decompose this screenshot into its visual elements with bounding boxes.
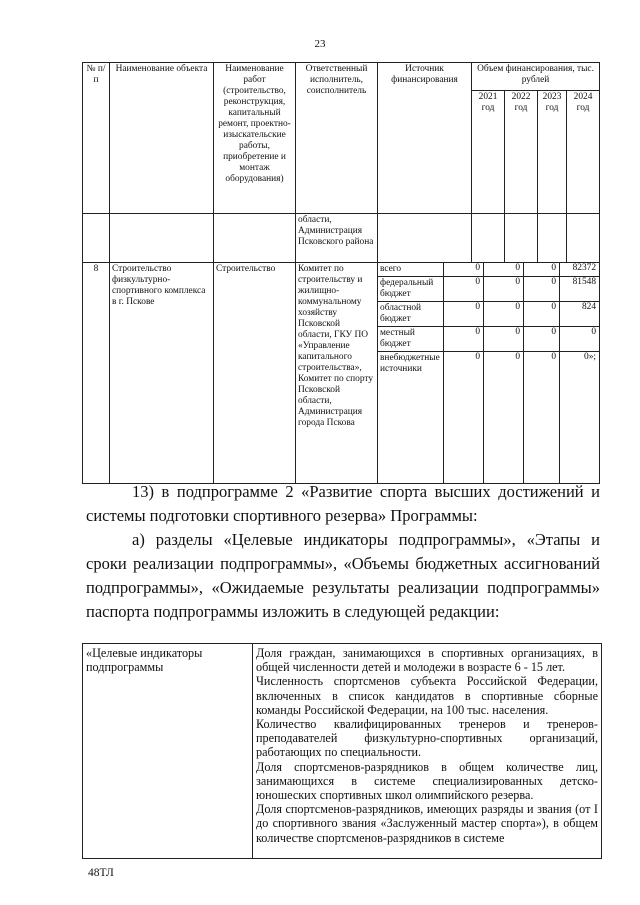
value-2021: 0 (443, 263, 483, 276)
value-2022: 0 (483, 277, 523, 301)
row-works: Строительство (214, 263, 296, 484)
header-executor: Ответственный исполнитель, соисполнитель (296, 63, 378, 214)
value-2024: 0»; (559, 352, 599, 483)
source-label: всего (380, 264, 402, 274)
row-object: Строительство физкультурно-спортивного комплекса в г. Пскове (110, 263, 214, 484)
source-label: местный бюджет (380, 328, 415, 349)
header-num: № п/п (83, 63, 110, 214)
funding-table (82, 62, 600, 484)
value-2024: 824 (559, 302, 599, 326)
row-num: 8 (83, 263, 110, 484)
value-2023: 0 (523, 352, 559, 483)
value-2024: 81548 (559, 277, 599, 301)
header-year: 2023 год (538, 91, 567, 214)
source-label: внебюджетные источники (380, 353, 440, 374)
value-2023: 0 (523, 263, 559, 276)
value-2022: 0 (483, 327, 523, 351)
header-works: Наименование работ (строительство, реконструкция, капитальный ремонт, проектно-изыскательские работы, приобретение и монтаж оборудования) (214, 63, 296, 214)
source-row (378, 302, 599, 327)
value-2022: 0 (483, 302, 523, 326)
header-year: 2024 год (567, 91, 600, 214)
indicator-item: Доля спортсменов-разрядников, имеющих разряды и звания (от I до спортивного звания «Заслуженный мастер спорта»), в общем количестве спортсменов-разрядников в системе (256, 802, 598, 845)
indicators-table (82, 643, 602, 859)
indicator-item: Доля спортсменов-разрядников в общем количестве лиц, занимающихся в системе специализированных детско-юношеских спортивных школ олимпийского резерва. (256, 759, 598, 803)
source-row (378, 352, 599, 483)
header-source: Источник финансирования (378, 63, 472, 214)
header-year: 2021 год (472, 91, 505, 214)
indicator-item: Доля граждан, занимающихся в спортивных организациях, в общей численности детей и молодежи в возрасте 6 - 15 лет. (256, 646, 598, 675)
value-2021: 0 (443, 277, 483, 301)
indicator-item: Численность спортсменов субъекта Российской Федерации, включенных в список кандидатов в спортивные сборные команды Российской Федерации, на 100 тыс. населения. (256, 674, 598, 717)
carry-over-text: области, Администрация Псковского района (296, 214, 378, 263)
sources-block (378, 263, 600, 484)
source-row (378, 327, 599, 352)
page-number: 23 (314, 38, 326, 50)
header-object: Наименование объекта (110, 63, 214, 214)
header-funding: Объем финансирования, тыс. рублей (472, 63, 600, 91)
value-2023: 0 (523, 302, 559, 326)
value-2022: 0 (483, 352, 523, 483)
paragraph-sections: а) разделы «Целевые индикаторы подпрограммы», «Этапы и сроки реализации подпрограммы», «Объемы бюджетных ассигнований подпрограммы», «Ожидаемые результаты реализации подпрограммы» паспорта подпрограммы изложить в следующей редакции: (86, 530, 600, 621)
indicator-item: Количество квалифицированных тренеров и тренеров-преподавателей физкультурно-спортивных организаций, работающих по специальности. (256, 717, 598, 760)
paragraph-subprogram-2: 13) в подпрограмме 2 «Развитие спорта высших достижений и системы подготовки спортивного резерва» Программы: (86, 482, 600, 525)
source-label: федеральный бюджет (380, 278, 434, 299)
value-2024: 0 (559, 327, 599, 351)
table-row (83, 214, 600, 263)
value-2021: 0 (443, 352, 483, 483)
value-2021: 0 (443, 302, 483, 326)
document-code: 48ТЛ (88, 867, 114, 879)
row-executor: Комитет по строительству и жилищно-коммунальному хозяйству Псковской области, ГКУ ПО «Управление капитального строительства», Комитет по спорту Псковской области, Администрация города Пскова (296, 263, 378, 484)
indicators-label: «Целевые индикаторы подпрограммы (83, 644, 253, 859)
source-row (378, 263, 599, 277)
source-row (378, 277, 599, 302)
value-2023: 0 (523, 327, 559, 351)
value-2023: 0 (523, 277, 559, 301)
header-year: 2022 год (505, 91, 538, 214)
source-label: областной бюджет (380, 303, 422, 324)
value-2022: 0 (483, 263, 523, 276)
table-row (83, 263, 600, 484)
indicators-content (253, 644, 602, 859)
value-2024: 82372 (559, 263, 599, 276)
value-2021: 0 (443, 327, 483, 351)
